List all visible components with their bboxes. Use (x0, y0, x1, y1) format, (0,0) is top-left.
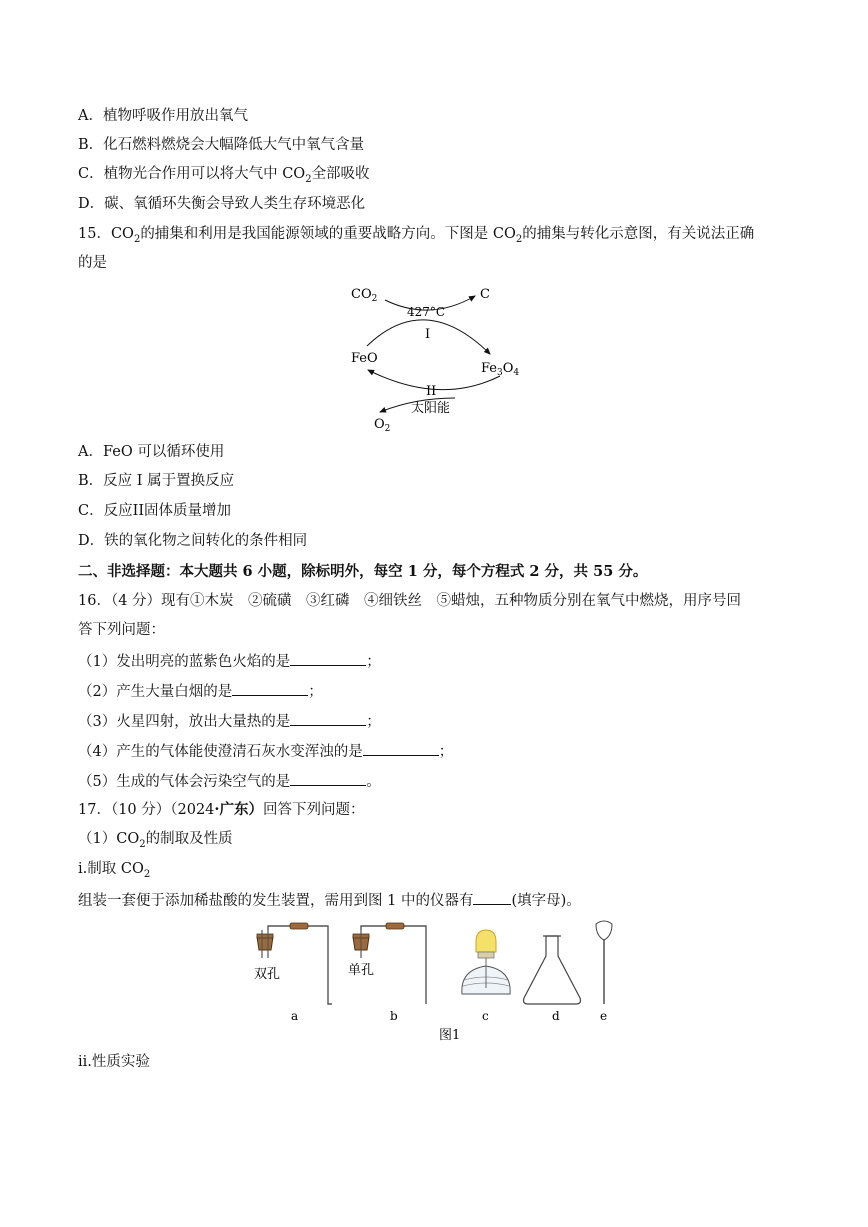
q16-item-3 (78, 710, 381, 732)
stopper-a (257, 937, 273, 950)
q16-item-text: （2）产生大量白烟的是 (78, 684, 233, 700)
flask-outline (524, 936, 581, 1004)
letter-b: b (390, 1009, 398, 1023)
q16-stem-line2: 答下列问题： (78, 622, 165, 638)
label-temperature: 427°C (407, 305, 446, 319)
apparatus-a-double-hole-stopper (254, 923, 332, 1023)
q17-task-text-end: (填字母)。 (511, 893, 581, 909)
label-solar: 太阳能 (411, 401, 451, 416)
subscript: 2 (515, 233, 523, 245)
section-2-heading: 二、非选择题：本大题共 6 小题，除标明外，每空 1 分，每个方程式 2 分，共 55 分。 (78, 563, 648, 580)
subscript: 2 (139, 838, 146, 850)
q17-task-text: 组装一套便于添加稀盐酸的发生装置，需用到图 1 中的仪器有 (78, 893, 474, 909)
q15-option-a: A．FeO 可以循环使用 (78, 444, 225, 460)
q15-option-b: B．反应 I 属于置换反应 (78, 473, 235, 489)
q16-stem-line1: 16．（4 分）现有①木炭 ②硫磺 ③红磷 ④细铁丝 ⑤蜡烛，五种物质分别在氧气中燃烧，用序号回 (78, 593, 742, 609)
label-feo: FeO (351, 351, 378, 366)
q17-sub-i (78, 859, 150, 885)
q15-stem-line2: 的是 (78, 255, 107, 271)
q15-option-c: C．反应II固体质量增加 (78, 503, 232, 519)
punctuation: ； (438, 744, 454, 760)
punctuation: 。 (366, 774, 381, 790)
label-reaction-1: I (425, 327, 431, 342)
punctuation: ； (366, 654, 381, 670)
q17-sub-i-text: i.制取 CO (78, 861, 144, 877)
q14-option-c-text-end: 全部吸收 (311, 166, 370, 182)
q17-source: ·广东） (214, 801, 263, 818)
answer-blank[interactable] (363, 740, 439, 756)
q17-sub-1-text-end: 的制取及性质 (145, 831, 233, 847)
q14-option-d: D．碳、氧循环失衡会导致人类生存环境恶化 (78, 196, 366, 212)
q16-item-text: （3）火星四射，放出大量热的是 (78, 714, 291, 730)
apparatus-d-conical-flask (524, 936, 581, 1023)
q16-item-text: （1）发出明亮的蓝紫色火焰的是 (78, 654, 291, 670)
label-reaction-2: II (426, 384, 437, 399)
q16-item-text: （4）产生的气体能使澄清石灰水变浑浊的是 (78, 744, 363, 760)
label-double-hole: 双孔 (254, 967, 281, 982)
q16-item-4 (78, 740, 453, 762)
q16-item-1 (78, 650, 381, 672)
q15-text: 的捕集和利用是我国能源领域的重要战略方向。下图是 CO (140, 226, 516, 242)
answer-blank[interactable] (232, 680, 308, 696)
punctuation: ； (366, 714, 381, 730)
label-c: C (480, 287, 490, 302)
letter-a: a (291, 1009, 299, 1023)
q16-item-2 (78, 680, 323, 702)
q17-sub-1 (78, 829, 233, 855)
subscript: 2 (143, 868, 151, 880)
q17-text: 回答下列问题： (262, 802, 365, 818)
q14-option-a: A．植物呼吸作用放出氧气 (78, 108, 248, 124)
figure-caption: 图1 (439, 1028, 461, 1043)
label-fe3o4: $Fe_3O_4$ (481, 361, 520, 378)
letter-d: d (552, 1009, 560, 1023)
q15-option-d: D．铁的氧化物之间转化的条件相同 (78, 533, 308, 549)
q16-item-5 (78, 770, 381, 792)
q17-task (78, 889, 581, 911)
answer-blank[interactable] (290, 770, 366, 786)
figure-1-apparatus (240, 916, 630, 1044)
letter-c: c (482, 1009, 489, 1023)
answer-blank[interactable] (290, 650, 366, 666)
label-co2: $CO_2$ (351, 287, 378, 304)
q15-number: 15．CO (78, 226, 134, 242)
q17-number: 17．（10 分）（2024 (78, 802, 215, 818)
q15-stem-line1 (78, 224, 754, 250)
q14-option-b: B．化石燃料燃烧会大幅降低大气中氧气含量 (78, 137, 365, 153)
label-o2: $O_2$ (374, 417, 391, 434)
punctuation: ； (308, 684, 323, 700)
apparatus-c-alcohol-lamp (462, 930, 510, 1023)
answer-blank[interactable] (290, 710, 366, 726)
q17-sub-ii: ii.性质实验 (78, 1054, 150, 1070)
q17-sub-1-text: （1）CO (78, 831, 140, 847)
q14-option-c (78, 164, 370, 190)
funnel-bulb (596, 921, 612, 940)
q16-item-text: （5）生成的气体会污染空气的是 (78, 774, 291, 790)
subscript: 2 (305, 173, 312, 185)
co2-cycle-diagram (340, 276, 540, 436)
subscript: 2 (133, 233, 141, 245)
apparatus-e-funnel (596, 921, 612, 1023)
q15-text-end: 的捕集与转化示意图，有关说法正确 (522, 226, 755, 242)
label-single-hole: 单孔 (348, 963, 375, 978)
q17-stem (78, 800, 364, 820)
apparatus-b-single-hole-stopper (348, 923, 426, 1023)
lamp-flame-cap (476, 930, 496, 952)
q14-option-c-text: C．植物光合作用可以将大气中 CO (78, 166, 306, 182)
letter-e: e (600, 1009, 608, 1023)
answer-blank[interactable] (473, 889, 511, 905)
